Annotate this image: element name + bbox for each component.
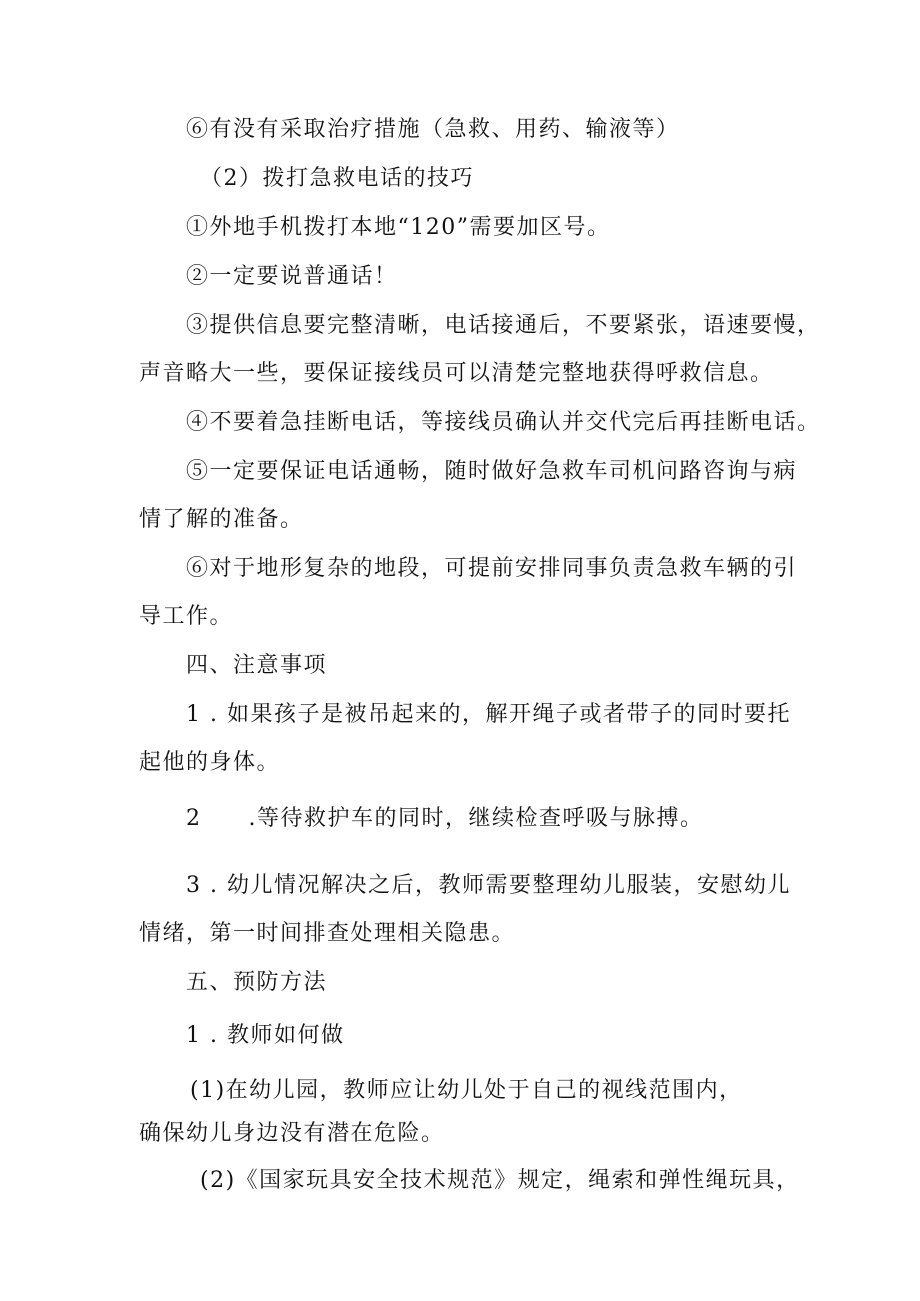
text-line: (2)《国家玩具安全技术规范》规定，绳索和弹性绳玩具， [200,1168,800,1193]
text-line: 起他的身体。 [139,750,281,775]
text-line: ⑥对于地形复杂的地段，可提前安排同事负责急救车辆的引 [186,556,798,581]
text-line: 1 . 教师如何做 [186,1023,345,1048]
text-line: 情绪，第一时间排查处理相关隐患。 [139,921,516,946]
section-heading: 四、注意事项 [186,653,328,678]
text-line: ⑤一定要保证电话通畅，随时做好急救车司机问路咨询与病 [186,459,798,484]
text-line: 确保幼儿身边没有潜在危险。 [139,1121,445,1146]
text-line: （2）拨打急救电话的技巧 [200,166,474,191]
text-line: ⑥有没有采取治疗措施（急救、用药、输液等） [186,117,680,142]
text-line: ①外地手机拨打本地“120”需要加区号。 [186,215,611,240]
text-line: 导工作。 [139,604,234,629]
section-heading: 五、预防方法 [186,970,328,995]
text-line: ②一定要说普通话！ [186,264,398,289]
text-line: ④不要着急挂断电话，等接线员确认并交代完后再挂断电话。 [186,410,821,435]
text-line: 声音略大一些，要保证接线员可以清楚完整地获得呼救信息。 [139,361,774,386]
text-line: 3 . 幼儿情况解决之后，教师需要整理幼儿服装，安慰幼儿 [186,873,791,898]
text-line: 2 .等待救护车的同时，继续检查呼吸与脉搏。 [186,806,704,831]
text-line: (1)在幼儿园，教师应让幼儿处于自己的视线范围内， [190,1078,743,1103]
text-line: ③提供信息要完整清晰，电话接通后，不要紧张，语速要慢， [186,313,821,338]
text-line: 情了解的准备。 [139,507,304,532]
text-line: 1 . 如果孩子是被吊起来的，解开绳子或者带子的同时要托 [186,702,791,727]
